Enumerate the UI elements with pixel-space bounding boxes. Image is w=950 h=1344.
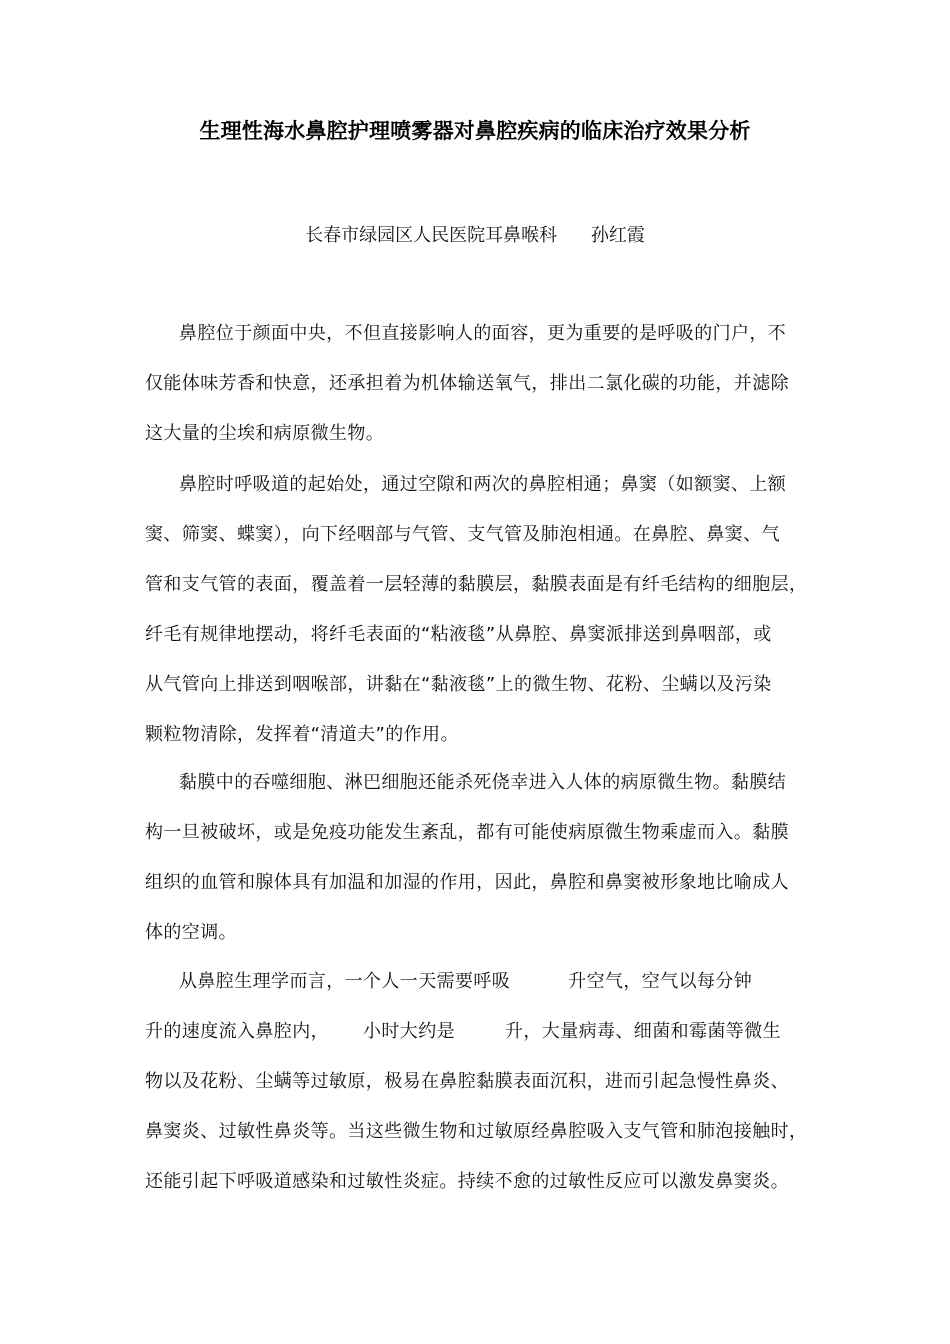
- paragraph-line: 鼻腔时呼吸道的起始处，通过空隙和两次的鼻腔相通；鼻窦（如额窦、上额: [179, 474, 787, 495]
- paragraph-line: 窦、筛窦、蝶窦），向下经咽部与气管、支气管及肺泡相通。在鼻腔、鼻窦、气: [145, 524, 780, 545]
- paragraph-2: [145, 471, 813, 771]
- paragraph-1: [145, 320, 813, 470]
- paragraph-line: 还能引起下呼吸道感染和过敏性炎症。持续不愈的过敏性反应可以激发鼻窦炎。: [145, 1171, 789, 1192]
- text-segment: 升，大量病毒、细菌和霉菌等微生: [505, 1021, 781, 1042]
- paragraph-line: 仅能体味芳香和快意，还承担着为机体输送氧气，排出二氯化碳的功能，并滤除: [145, 373, 789, 394]
- paragraph-line: 管和支气管的表面，覆盖着一层轻薄的黏膜层，黏膜表面是有纤毛结构的细胞层，: [145, 574, 808, 595]
- paragraph-line: 从气管向上排送到咽喉部，讲黏在“黏液毯”上的微生物、花粉、尘螨以及污染: [145, 674, 772, 695]
- paragraph-line: 鼻腔位于颜面中央，不但直接影响人的面容，更为重要的是呼吸的门户，不: [179, 323, 787, 344]
- paragraph-4: [145, 968, 813, 1218]
- paragraph-line: 这大量的尘埃和病原微生物。: [145, 423, 385, 444]
- paragraph-line: 鼻窦炎、过敏性鼻炎等。当这些微生物和过敏原经鼻腔吸入支气管和肺泡接触时，: [145, 1121, 808, 1142]
- paragraph-line: 体的空调。: [145, 922, 237, 943]
- paragraph-line: 组织的血管和腺体具有加温和加湿的作用，因此，鼻腔和鼻窦被形象地比喻成人: [145, 872, 789, 893]
- paragraph-line: 物以及花粉、尘螨等过敏原，极易在鼻腔黏膜表面沉积，进而引起急慢性鼻炎、: [145, 1071, 789, 1092]
- paragraph-line: [145, 968, 813, 1018]
- affiliation: 长春市绿园区人民医院耳鼻喉科: [305, 225, 558, 246]
- text-segment: 小时大约是: [363, 1021, 455, 1042]
- paragraph-line: 黏膜中的吞噬细胞、淋巴细胞还能杀死侥幸进入人体的病原微生物。黏膜结: [179, 772, 787, 793]
- text-segment: 升的速度流入鼻腔内，: [145, 1021, 329, 1042]
- author-name: 孙红霞: [590, 225, 645, 246]
- paragraph-line: 构一旦被破坏，或是免疫功能发生紊乱，都有可能使病原微生物乘虚而入。黏膜: [145, 822, 789, 843]
- paragraph-line: 颗粒物清除，发挥着“清道夫”的作用。: [145, 724, 459, 745]
- paragraph-line: 纤毛有规律地摆动，将纤毛表面的“粘液毯”从鼻腔、鼻窦派排送到鼻咽部，或: [145, 624, 772, 645]
- document-title: 生理性海水鼻腔护理喷雾器对鼻腔疾病的临床治疗效果分析: [199, 119, 751, 143]
- byline: [0, 222, 950, 250]
- text-segment: 升空气，空气以每分钟: [568, 971, 753, 992]
- paragraph-line: [145, 1018, 813, 1068]
- paragraph-3: [145, 769, 813, 969]
- text-segment: 从鼻腔生理学而言，一个人一天需要呼吸: [179, 971, 511, 992]
